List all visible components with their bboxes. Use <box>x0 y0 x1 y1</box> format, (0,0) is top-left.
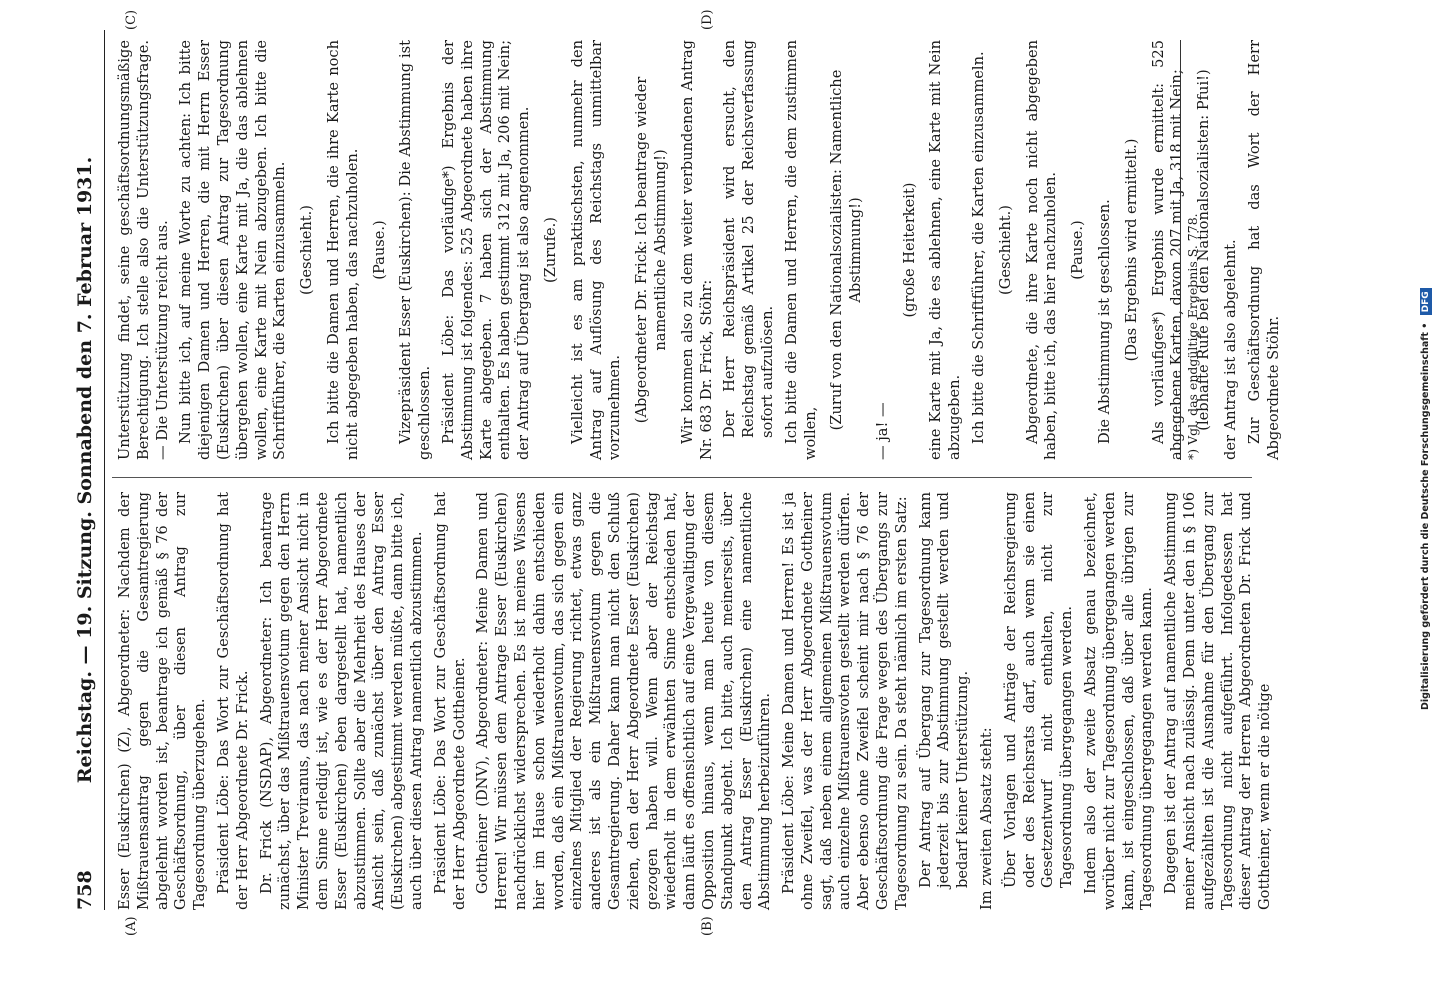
paragraph: Abgeordnete, die ihre Karte noch nicht abgegeben haben, bitte ich, das hier nachzuholen. <box>1023 40 1060 460</box>
right-column <box>116 40 1288 460</box>
paragraph: Nun bitte ich, auf meine Worte zu achten: Ich bitte diejenigen Damen und Herren, die mit Herrn Esser (Euskirchen) über diesen Antrag zur Tagesordnung übergehen wollen, eine Karte mit Ja, die das ablehnen wollen, eine Karte mit Nein abzugeben. Ich bitte die Schriftführer, die Karten einzusammeln. <box>177 40 289 460</box>
margin-marker-d: (D) <box>700 9 715 30</box>
page-header <box>70 30 105 910</box>
paragraph: Zur Geschäftsordnung hat das Wort der Herr Abgeordnete Stöhr. <box>1245 40 1282 460</box>
paragraph: Ich bitte die Damen und Herren, die dem zustimmen wollen, <box>782 40 819 460</box>
credit-text: Digitalisierung gefördert durch die Deutsche Forschungsgemeinschaft • <box>1420 322 1431 710</box>
paragraph: Indem also der zweite Absatz genau bezeichnet, worüber nicht zur Tagesordnung übergegangen werden kann, ist eingeschlossen, daß über alle übrigen zur Tagesordnung übergegangen werden kann. <box>1082 492 1156 910</box>
page-title: Reichstag. — 19. Sitzung. Sonnabend den 7. Februar 1931. <box>74 156 96 784</box>
dfg-logo: DFG <box>1420 288 1432 315</box>
paragraph: Ich bitte die Schriftführer, die Karten einzusammeln. <box>970 51 988 444</box>
stage-direction: (Pause.) <box>370 220 388 280</box>
paragraph: Vizepräsident Esser (Euskirchen): Die Abstimmung ist geschlossen. <box>397 40 434 460</box>
paragraph: der Antrag ist also abgelehnt. <box>1222 239 1240 460</box>
quoted-paragraph: Der Antrag auf Übergang zur Tagesordnung kann jederzeit bis zur Abstimmung gestellt werden und bedarf keiner Unterstützung. <box>916 492 972 888</box>
stage-direction: (Zurufe.) <box>541 217 559 283</box>
margin-marker-b: (B) <box>700 916 715 936</box>
paragraph: Dr. Frick (NSDAP), Abgeordneter: Ich beantrage zunächst, über das Mißtrauensvotum gegen den Herrn Minister Treviranus, das nach meiner Ansicht nicht in dem Sinne erledigt ist, wie es der Herr Abgeordnete Esser (Euskirchen) eben dargestellt hat, namentlich abzustimmen. Sollte aber die Mehrheit des Hauses der Ansicht sein, daß zunächst über den Antrag Esser (Euskirchen) abgestimmt werden müßte, dann bitte ich, auch über diesen Antrag namentlich abzustimmen. <box>257 492 425 910</box>
digitization-credit <box>1418 0 1434 1000</box>
stage-direction: (Pause.) <box>1069 220 1087 280</box>
stage-direction: (lebhafte Rufe bei den Nationalsozialisten: Pfui!) <box>1195 69 1213 431</box>
paragraph: Als vorläufiges*) Ergebnis wurde ermittelt: 525 abgegebene Karten, davon 207 mit Ja, 318 mit Nein; <box>1149 40 1186 460</box>
footnote: *) Vgl. das endgültige Ergebnis S. 778. <box>1180 40 1200 460</box>
stage-direction: (Zuruf von den Nationalsozialisten: Namentliche Abstimmung!) <box>828 69 865 431</box>
margin-marker-a: (A) <box>124 916 139 936</box>
paragraph: eine Karte mit Ja, die es ablehnen, eine Karte mit Nein abzugeben. <box>927 40 964 460</box>
quoted-paragraph: Der Herr Reichspräsident wird ersucht, den Reichstag gemäß Artikel 25 der Reichsverfassung sofort aufzulösen. <box>721 40 776 438</box>
paragraph: Im zweiten Absatz steht: <box>978 727 996 910</box>
page-number: 758 <box>74 870 96 910</box>
stage-direction: (Abgeordneter Dr. Frick: Ich beantrage wieder namentliche Abstimmung!) <box>633 76 669 424</box>
paragraph: Die Abstimmung ist geschlossen. <box>1096 199 1114 444</box>
paragraph: Ich bitte die Damen und Herren, die ihre Karte noch nicht abgegeben haben, das nachzuholen. <box>324 40 361 460</box>
stage-direction: (Geschieht.) <box>996 205 1014 295</box>
left-column <box>116 492 1280 910</box>
stage-direction: (Das Ergebnis wird ermittelt.) <box>1122 138 1140 362</box>
paragraph: Präsident Löbe: Meine Damen und Herren! Es ist ja ohne Zweifel, was der Herr Abgeordnete Gottheiner sagt, daß neben einem allgemeinen Mißtrauensvotum auch einzelne Mißtrauensvoten gestellt werden dürfen. Aber ebenso ohne Zweifel scheint mir nach § 76 der Geschäftsordnung die Frage wegen des Übergangs zur Tagesordnung zu sein. Da steht nämlich im ersten Satz: <box>780 492 910 910</box>
paragraph: Vielleicht ist es am praktischsten, nunmehr den Antrag auf Auflösung des Reichstags unmittelbar vorzunehmen. <box>568 40 624 460</box>
paragraph: Wir kommen also zu dem weiter verbundenen Antrag Nr. 683 Dr. Frick, Stöhr: <box>678 40 715 460</box>
paragraph: Unterstützung findet, seine geschäftsordnungsmäßige Berechtigung. Ich stelle also die Unterstützungsfrage. — Die Unterstützung reicht aus. <box>116 40 171 460</box>
paragraph: Gottheiner (DNV), Abgeordneter: Meine Damen und Herren! Wir müssen dem Antrage Esser (Euskirchen) nachdrücklichst widersprechen. Es ist meines Wissens hier im Hause schon wiederholt dahin entschieden worden, daß ein Mißtrauensvotum, das sich gegen ein einzelnes Mitglied der Regierung richtet, etwas ganz anderes ist als ein Mißtrauensvotum gegen die Gesamtregierung. Daher kann man nicht den Schluß ziehen, den der Herr Abgeordnete Esser (Euskirchen) gezogen haben will. Wenn aber der Reichstag wiederholt in dem erwähnten Sinne entschieden hat, dann läuft es offensichtlich auf eine Vergewaltigung der Opposition hinaus, wenn man heute von diesem Standpunkt abgeht. Ich bitte, auch meinerseits, über den Antrag Esser (Euskirchen) eine namentliche Abstimmung herbeizuführen. <box>474 492 774 910</box>
paragraph: — ja! — <box>873 402 891 460</box>
paragraph: Dagegen ist der Antrag auf namentliche Abstimmung meiner Ansicht nach zulässig. Denn unter den in § 106 aufgezählten ist die Ausnahme für den Übergang zur Tagesordnung nicht aufgeführt. Infolgedessen hat dieser Antrag der Herren Abgeordneten Dr. Frick und Gottheiner, wenn er die nötige <box>1162 492 1274 910</box>
stage-direction: (Geschieht.) <box>298 205 316 295</box>
paragraph: Präsident Löbe: Das vorläufige*) Ergebnis der Abstimmung ist folgendes: 525 Abgeordnete haben ihre Karte abgegeben. 7 haben sich der Abstimmung enthalten. Es haben gestimmt 312 mit Ja, 206 mit Nein; der Antrag auf Übergang ist also angenommen. <box>439 40 533 460</box>
paragraph: Präsident Löbe: Das Wort zur Geschäftsordnung hat der Herr Abgeordnete Gottheiner. <box>431 492 468 910</box>
paragraph: Esser (Euskirchen) (Z), Abgeordneter: Nachdem der Mißtrauensantrag gegen die Gesamtregierung abgelehnt worden ist, beantrage ich gemäß § 76 der Geschäftsordnung, über diesen Antrag zur Tagesordnung überzugehen. <box>116 492 209 910</box>
quoted-paragraph: Über Vorlagen und Anträge der Reichsregierung oder des Reichsrats darf, auch wenn sie einen Gesetzentwurf nicht enthalten, nicht zur Tagesordnung übergegangen werden. <box>1001 492 1076 888</box>
stage-direction: (große Heiterkeit) <box>900 182 918 318</box>
paragraph: Präsident Löbe: Das Wort zur Geschäftsordnung hat der Herr Abgeordnete Dr. Frick. <box>214 492 251 910</box>
column-divider <box>112 477 1252 478</box>
margin-marker-c: (C) <box>124 9 139 30</box>
